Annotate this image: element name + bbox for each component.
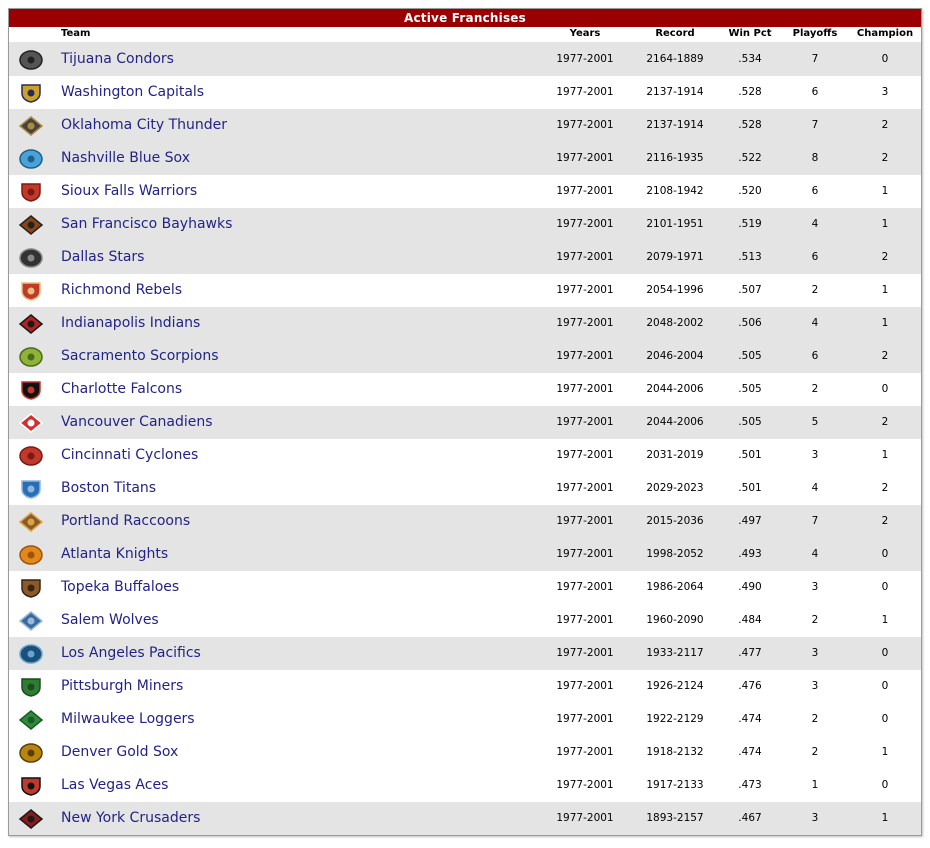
years-cell: 1977-2001 bbox=[556, 185, 614, 197]
table-row bbox=[9, 142, 921, 175]
record-cell: 1960-2090 bbox=[646, 614, 704, 626]
champion-cell: 1 bbox=[881, 449, 889, 461]
record-cell: 2031-2019 bbox=[646, 449, 704, 461]
table-row bbox=[9, 109, 921, 142]
team-name-link[interactable]: Indianapolis Indians bbox=[61, 315, 201, 331]
win-pct-cell: .534 bbox=[738, 53, 762, 65]
champion-cell: 1 bbox=[881, 812, 889, 824]
playoffs-cell: 2 bbox=[811, 746, 819, 758]
years-cell: 1977-2001 bbox=[556, 251, 614, 263]
team-logo-icon[interactable] bbox=[18, 215, 44, 235]
champion-cell: 1 bbox=[881, 218, 889, 230]
team-name-link[interactable]: Sacramento Scorpions bbox=[61, 348, 219, 364]
champion-cell: 2 bbox=[881, 251, 889, 263]
team-logo-icon[interactable] bbox=[18, 776, 44, 796]
years-cell: 1977-2001 bbox=[556, 383, 614, 395]
team-logo-icon[interactable] bbox=[18, 545, 44, 565]
win-pct-cell: .474 bbox=[738, 746, 762, 758]
playoffs-cell: 2 bbox=[811, 383, 819, 395]
table-row bbox=[9, 76, 921, 109]
champion-cell: 2 bbox=[881, 416, 889, 428]
record-cell: 2101-1951 bbox=[646, 218, 704, 230]
champion-cell: 0 bbox=[881, 779, 889, 791]
table-row bbox=[9, 439, 921, 472]
table-row bbox=[9, 637, 921, 670]
team-logo-icon[interactable] bbox=[18, 314, 44, 334]
champion-cell: 0 bbox=[881, 581, 889, 593]
champion-cell: 2 bbox=[881, 482, 889, 494]
playoffs-cell: 3 bbox=[811, 449, 819, 461]
team-logo-icon[interactable] bbox=[18, 50, 44, 70]
win-pct-cell: .513 bbox=[738, 251, 762, 263]
team-name-link[interactable]: Los Angeles Pacifics bbox=[61, 645, 201, 661]
playoffs-cell: 6 bbox=[811, 185, 819, 197]
team-name-link[interactable]: Sioux Falls Warriors bbox=[61, 183, 198, 199]
champion-cell: 2 bbox=[881, 119, 889, 131]
champion-cell: 3 bbox=[881, 86, 889, 98]
team-logo-icon[interactable] bbox=[18, 743, 44, 763]
win-pct-cell: .528 bbox=[738, 86, 762, 98]
table-row bbox=[9, 769, 921, 802]
header-team[interactable]: Team bbox=[61, 28, 91, 39]
champion-cell: 2 bbox=[881, 350, 889, 362]
table-row bbox=[9, 241, 921, 274]
champion-cell: 1 bbox=[881, 185, 889, 197]
playoffs-cell: 5 bbox=[811, 416, 819, 428]
team-name-link[interactable]: Pittsburgh Miners bbox=[61, 678, 184, 694]
years-cell: 1977-2001 bbox=[556, 86, 614, 98]
champion-cell: 0 bbox=[881, 383, 889, 395]
active-franchises-panel bbox=[8, 8, 922, 836]
win-pct-cell: .505 bbox=[738, 350, 762, 362]
team-name-link[interactable]: Salem Wolves bbox=[61, 612, 159, 628]
record-cell: 1986-2064 bbox=[646, 581, 704, 593]
table-row bbox=[9, 43, 921, 76]
panel-title: Active Franchises bbox=[9, 9, 921, 27]
team-name-link[interactable]: Las Vegas Aces bbox=[61, 777, 169, 793]
win-pct-cell: .501 bbox=[738, 449, 762, 461]
team-logo-icon[interactable] bbox=[18, 677, 44, 697]
team-name-link[interactable]: Washington Capitals bbox=[61, 84, 205, 100]
franchise-table-body bbox=[9, 43, 921, 835]
table-row bbox=[9, 670, 921, 703]
years-cell: 1977-2001 bbox=[556, 218, 614, 230]
record-cell: 2137-1914 bbox=[646, 86, 704, 98]
team-logo-icon[interactable] bbox=[18, 413, 44, 433]
years-cell: 1977-2001 bbox=[556, 350, 614, 362]
years-cell: 1977-2001 bbox=[556, 449, 614, 461]
playoffs-cell: 8 bbox=[811, 152, 819, 164]
years-cell: 1977-2001 bbox=[556, 812, 614, 824]
champion-cell: 0 bbox=[881, 53, 889, 65]
record-cell: 2048-2002 bbox=[646, 317, 704, 329]
playoffs-cell: 7 bbox=[811, 515, 819, 527]
team-logo-icon[interactable] bbox=[18, 479, 44, 499]
years-cell: 1977-2001 bbox=[556, 548, 614, 560]
header-record[interactable]: Record bbox=[655, 28, 695, 39]
playoffs-cell: 2 bbox=[811, 713, 819, 725]
team-logo-icon[interactable] bbox=[18, 149, 44, 169]
years-cell: 1977-2001 bbox=[556, 119, 614, 131]
win-pct-cell: .477 bbox=[738, 647, 762, 659]
team-name-link[interactable]: Milwaukee Loggers bbox=[61, 711, 195, 727]
record-cell: 2044-2006 bbox=[646, 383, 704, 395]
table-row bbox=[9, 307, 921, 340]
table-row bbox=[9, 802, 921, 835]
record-cell: 1918-2132 bbox=[646, 746, 704, 758]
header-champion[interactable]: Champion bbox=[856, 28, 914, 39]
table-row bbox=[9, 472, 921, 505]
playoffs-cell: 2 bbox=[811, 284, 819, 296]
header-playoffs[interactable]: Playoffs bbox=[792, 28, 838, 39]
table-row bbox=[9, 340, 921, 373]
table-row bbox=[9, 604, 921, 637]
years-cell: 1977-2001 bbox=[556, 152, 614, 164]
team-logo-icon[interactable] bbox=[18, 281, 44, 301]
team-logo-icon[interactable] bbox=[18, 83, 44, 103]
champion-cell: 1 bbox=[881, 284, 889, 296]
team-name-link[interactable]: Denver Gold Sox bbox=[61, 744, 179, 760]
team-logo-icon[interactable] bbox=[18, 380, 44, 400]
team-logo-icon[interactable] bbox=[18, 710, 44, 730]
record-cell: 2046-2004 bbox=[646, 350, 704, 362]
record-cell: 2044-2006 bbox=[646, 416, 704, 428]
table-row bbox=[9, 571, 921, 604]
champion-cell: 1 bbox=[881, 317, 889, 329]
team-name-link[interactable]: Cincinnati Cyclones bbox=[61, 447, 199, 463]
team-name-link[interactable]: Vancouver Canadiens bbox=[61, 414, 213, 430]
playoffs-cell: 2 bbox=[811, 614, 819, 626]
champion-cell: 0 bbox=[881, 548, 889, 560]
years-cell: 1977-2001 bbox=[556, 647, 614, 659]
win-pct-cell: .505 bbox=[738, 383, 762, 395]
win-pct-cell: .490 bbox=[738, 581, 762, 593]
record-cell: 2137-1914 bbox=[646, 119, 704, 131]
record-cell: 1893-2157 bbox=[646, 812, 704, 824]
team-logo-icon[interactable] bbox=[18, 248, 44, 268]
record-cell: 2015-2036 bbox=[646, 515, 704, 527]
win-pct-cell: .519 bbox=[738, 218, 762, 230]
playoffs-cell: 4 bbox=[811, 317, 819, 329]
win-pct-cell: .473 bbox=[738, 779, 762, 791]
years-cell: 1977-2001 bbox=[556, 284, 614, 296]
record-cell: 1917-2133 bbox=[646, 779, 704, 791]
champion-cell: 2 bbox=[881, 515, 889, 527]
years-cell: 1977-2001 bbox=[556, 581, 614, 593]
years-cell: 1977-2001 bbox=[556, 713, 614, 725]
playoffs-cell: 4 bbox=[811, 548, 819, 560]
team-name-link[interactable]: Atlanta Knights bbox=[61, 546, 169, 562]
team-logo-icon[interactable] bbox=[18, 116, 44, 136]
team-logo-icon[interactable] bbox=[18, 512, 44, 532]
win-pct-cell: .493 bbox=[738, 548, 762, 560]
table-row bbox=[9, 274, 921, 307]
record-cell: 2079-1971 bbox=[646, 251, 704, 263]
table-row bbox=[9, 373, 921, 406]
years-cell: 1977-2001 bbox=[556, 317, 614, 329]
team-name-link[interactable]: New York Crusaders bbox=[61, 810, 201, 826]
playoffs-cell: 3 bbox=[811, 680, 819, 692]
header-win-pct[interactable]: Win Pct bbox=[728, 28, 772, 39]
record-cell: 1926-2124 bbox=[646, 680, 704, 692]
team-name-link[interactable]: Richmond Rebels bbox=[61, 282, 182, 298]
playoffs-cell: 3 bbox=[811, 812, 819, 824]
record-cell: 2164-1889 bbox=[646, 53, 704, 65]
champion-cell: 0 bbox=[881, 713, 889, 725]
team-name-link[interactable]: Portland Raccoons bbox=[61, 513, 191, 529]
playoffs-cell: 6 bbox=[811, 86, 819, 98]
team-logo-icon[interactable] bbox=[18, 347, 44, 367]
years-cell: 1977-2001 bbox=[556, 482, 614, 494]
win-pct-cell: .522 bbox=[738, 152, 762, 164]
team-logo-icon[interactable] bbox=[18, 578, 44, 598]
playoffs-cell: 4 bbox=[811, 218, 819, 230]
record-cell: 2029-2023 bbox=[646, 482, 704, 494]
header-years[interactable]: Years bbox=[569, 28, 601, 39]
years-cell: 1977-2001 bbox=[556, 515, 614, 527]
years-cell: 1977-2001 bbox=[556, 53, 614, 65]
playoffs-cell: 7 bbox=[811, 119, 819, 131]
years-cell: 1977-2001 bbox=[556, 680, 614, 692]
team-name-link[interactable]: Dallas Stars bbox=[61, 249, 145, 265]
champion-cell: 2 bbox=[881, 152, 889, 164]
table-header bbox=[9, 27, 921, 43]
team-logo-icon[interactable] bbox=[18, 182, 44, 202]
record-cell: 2116-1935 bbox=[646, 152, 704, 164]
win-pct-cell: .484 bbox=[738, 614, 762, 626]
table-row bbox=[9, 406, 921, 439]
win-pct-cell: .474 bbox=[738, 713, 762, 725]
win-pct-cell: .476 bbox=[738, 680, 762, 692]
playoffs-cell: 6 bbox=[811, 251, 819, 263]
team-logo-icon[interactable] bbox=[18, 611, 44, 631]
champion-cell: 0 bbox=[881, 680, 889, 692]
years-cell: 1977-2001 bbox=[556, 779, 614, 791]
record-cell: 2054-1996 bbox=[646, 284, 704, 296]
record-cell: 2108-1942 bbox=[646, 185, 704, 197]
win-pct-cell: .506 bbox=[738, 317, 762, 329]
table-row bbox=[9, 505, 921, 538]
playoffs-cell: 4 bbox=[811, 482, 819, 494]
win-pct-cell: .501 bbox=[738, 482, 762, 494]
champion-cell: 1 bbox=[881, 746, 889, 758]
playoffs-cell: 6 bbox=[811, 350, 819, 362]
team-name-link[interactable]: San Francisco Bayhawks bbox=[61, 216, 233, 232]
table-row bbox=[9, 538, 921, 571]
playoffs-cell: 3 bbox=[811, 647, 819, 659]
table-row bbox=[9, 208, 921, 241]
team-name-link[interactable]: Oklahoma City Thunder bbox=[61, 117, 228, 133]
win-pct-cell: .520 bbox=[738, 185, 762, 197]
win-pct-cell: .497 bbox=[738, 515, 762, 527]
playoffs-cell: 1 bbox=[811, 779, 819, 791]
team-logo-icon[interactable] bbox=[18, 644, 44, 664]
table-row bbox=[9, 736, 921, 769]
win-pct-cell: .505 bbox=[738, 416, 762, 428]
team-name-link[interactable]: Charlotte Falcons bbox=[61, 381, 183, 397]
win-pct-cell: .528 bbox=[738, 119, 762, 131]
playoffs-cell: 3 bbox=[811, 581, 819, 593]
team-name-link[interactable]: Boston Titans bbox=[61, 480, 157, 496]
champion-cell: 1 bbox=[881, 614, 889, 626]
table-row bbox=[9, 175, 921, 208]
years-cell: 1977-2001 bbox=[556, 416, 614, 428]
years-cell: 1977-2001 bbox=[556, 614, 614, 626]
team-logo-icon[interactable] bbox=[18, 809, 44, 829]
record-cell: 1933-2117 bbox=[646, 647, 704, 659]
champion-cell: 0 bbox=[881, 647, 889, 659]
team-logo-icon[interactable] bbox=[18, 446, 44, 466]
team-name-link[interactable]: Nashville Blue Sox bbox=[61, 150, 190, 166]
playoffs-cell: 7 bbox=[811, 53, 819, 65]
years-cell: 1977-2001 bbox=[556, 746, 614, 758]
team-name-link[interactable]: Topeka Buffaloes bbox=[61, 579, 180, 595]
record-cell: 1922-2129 bbox=[646, 713, 704, 725]
win-pct-cell: .467 bbox=[738, 812, 762, 824]
win-pct-cell: .507 bbox=[738, 284, 762, 296]
table-row bbox=[9, 703, 921, 736]
team-name-link[interactable]: Tijuana Condors bbox=[61, 51, 174, 67]
record-cell: 1998-2052 bbox=[646, 548, 704, 560]
